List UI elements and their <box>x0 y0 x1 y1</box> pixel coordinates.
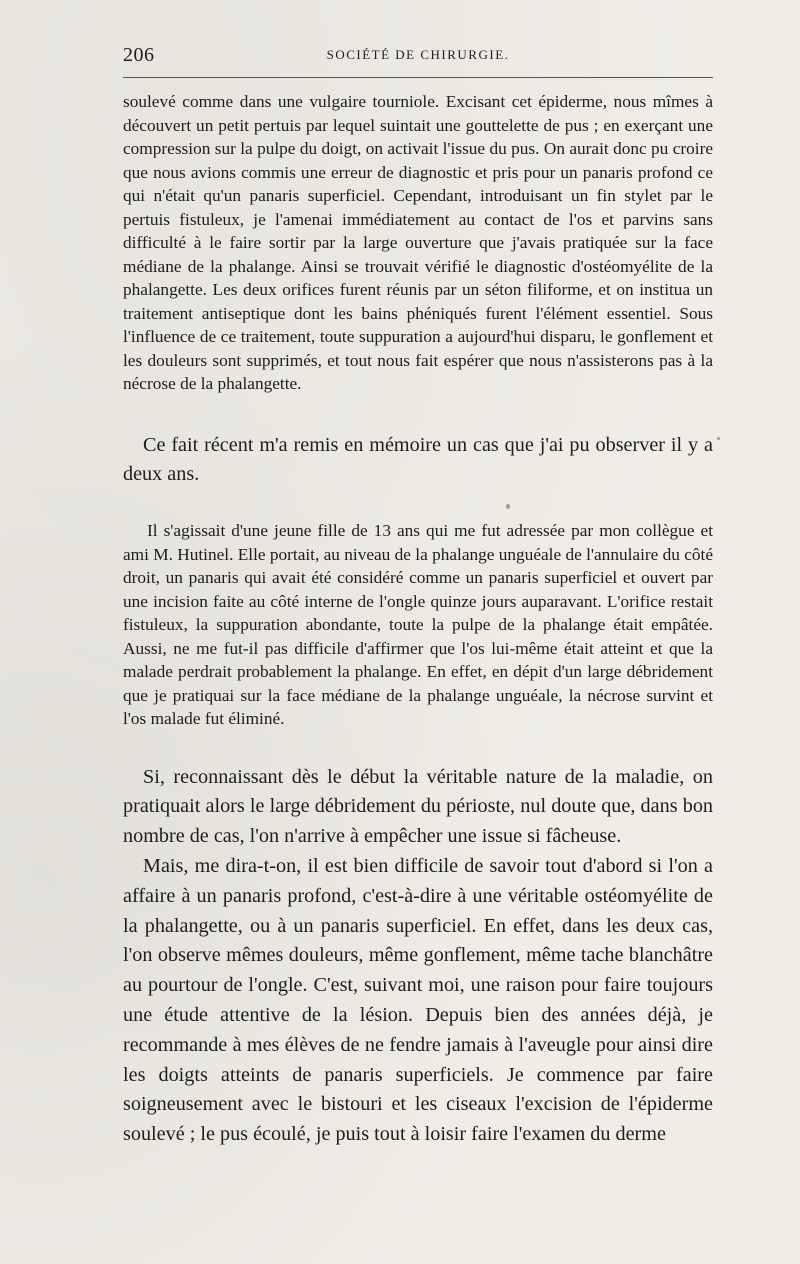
page-header <box>123 44 713 70</box>
page-number: 206 <box>123 44 155 66</box>
paragraph-5: Mais, me dira-t-on, il est bien difficile de savoir tout d'abord si l'on a affaire à un panaris profond, c'est-à-dire à une véritable ostéomyélite de la phalangette, ou à un panaris superficiel. En effet, dans les deux cas, l'on observe mêmes douleurs, même gonflement, même tache blanchâtre au pourtour de l'ongle. C'est, suivant moi, une raison pour faire toujours une étude attentive de la lésion. Depuis bien des années déjà, je recommande à mes élèves de ne fendre jamais à l'aveugle pour ainsi dire les doigts atteints de panaris superficiels. Je commence par faire soigneusement avec le bistouri et les ciseaux l'excision de l'épiderme soulevé ; le pus écoulé, je puis tout à loisir faire l'examen du derme <box>123 854 713 1146</box>
ink-speck <box>506 504 510 509</box>
running-title: SOCIÉTÉ DE CHIRURGIE. <box>326 47 510 62</box>
header-rule <box>123 77 713 78</box>
paragraph-4: Si, reconnaissant dès le début la véritable nature de la maladie, on pratiquait alors le large débridement du périoste, nul doute que, dans bon nombre de cas, l'on n'arrive à empêcher une issue si fâcheuse. <box>123 765 713 848</box>
body-text <box>123 90 713 1150</box>
paragraph-2: Ce fait récent m'a remis en mémoire un cas que j'ai pu observer il y a deux ans. <box>123 433 713 486</box>
ink-speck <box>717 437 720 440</box>
paragraph-3: Il s'agissait d'une jeune fille de 13 ans qui me fut adressée par mon collègue et ami M. Hutinel. Elle portait, au niveau de la phalange unguéale de l'annulaire du côté droit, un panaris qui avait été considéré comme un panaris superficiel et ouvert par une incision faite au côté interne de l'ongle quinze jours auparavant. L'orifice restait fistuleux, la suppuration abondante, toute la pulpe de la phalange était empâtée. Aussi, ne me fut-il pas difficile d'affirmer que l'os lui-même était atteint et que la malade perdrait probablement la phalange. En effet, en dépit d'un large débridement que je pratiquai sur la face médiane de la phalange unguéale, la nécrose survint et l'os malade fut éliminé. <box>123 521 713 729</box>
paragraph-1: soulevé comme dans une vulgaire tourniole. Excisant cet épiderme, nous mîmes à découvert un petit pertuis par lequel suintait une gouttelette de pus ; en exerçant une compression sur la pulpe du doigt, on activait l'issue du pus. On aurait donc pu croire que nous avions commis une erreur de diagnostic et pris pour un panaris profond ce qui n'était qu'un panaris superficiel. Cependant, introduisant un fin stylet par le pertuis fistuleux, je l'amenai immédiatement au contact de l'os et parvins sans difficulté à le faire sortir par la large ouverture que j'avais pratiquée sur la face médiane de la phalange. Ainsi se trouvait vérifié le diagnostic d'ostéomyélite de la phalangette. Les deux orifices furent réunis par un séton filiforme, et on institua un traitement antiseptique dont les bains phéniqués furent l'élément essentiel. Sous l'influence de ce traitement, toute suppuration a aujourd'hui disparu, le gonflement et les douleurs sont supprimés, et tout nous fait espérer que nous n'assisterons pas à la nécrose de la phalangette. <box>123 92 713 393</box>
